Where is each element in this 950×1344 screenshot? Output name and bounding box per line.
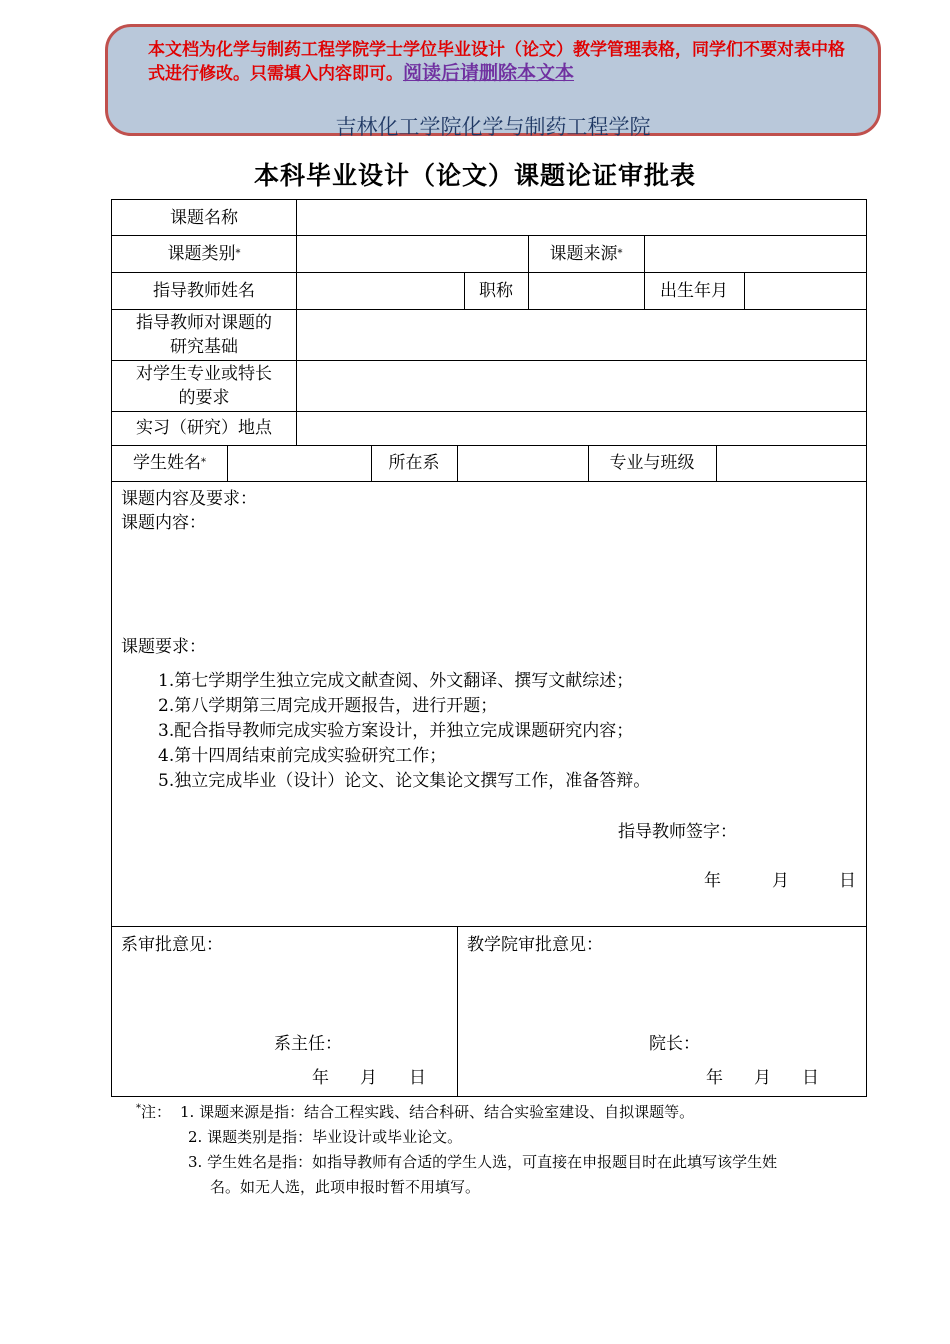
advisor-date-month: 月 (772, 871, 789, 891)
topic-type-label: 课题类别 * (167, 243, 241, 264)
advisor-title-field[interactable] (529, 273, 643, 308)
dept-date-day: 日 (409, 1068, 426, 1088)
advisor-signature-label: 指导教师签字： (618, 822, 737, 842)
instruction-banner (105, 24, 881, 139)
topic-name-label: 课题名称 (170, 207, 238, 228)
college-date-month: 月 (754, 1068, 771, 1088)
college-opinion-field[interactable] (467, 958, 857, 1018)
instruction-text: 本文档为化学与制药工程学院学士学位毕业设计（论文）教学管理表格，同学们不要对表中格式进行修改。只需填入内容即可。阅读后请删除本文本 (148, 40, 845, 84)
note-item: 1. 课题来源是指：结合工程实践、结合科研、结合实验室建设、自拟课题等。 (180, 1103, 695, 1121)
note-item: 2. 课题类别是指：毕业设计或毕业论文。 (188, 1128, 463, 1146)
college-opinion-label: 教学院审批意见： (467, 935, 603, 955)
note-prefix: *注： (136, 1103, 172, 1121)
department-label: 所在系 (388, 453, 440, 473)
content-heading: 课题内容及要求： (121, 489, 257, 509)
dept-opinion-field[interactable] (121, 958, 451, 1018)
dept-opinion-label: 系审批意见： (121, 935, 223, 955)
note-item-continuation: 名。如无人选，此项申报时暂不用填写。 (210, 1178, 481, 1196)
advisor-name-field[interactable] (297, 273, 463, 308)
advisor-title-label: 职称 (479, 280, 513, 301)
topic-source-field[interactable] (645, 236, 865, 271)
school-name: 吉林化工学院化学与制药工程学院 (335, 115, 651, 139)
topic-source-label: 课题来源 * (549, 243, 623, 264)
advisor-date-year: 年 (704, 871, 721, 891)
content-label: 课题内容： (121, 513, 206, 533)
requirements-label: 课题要求： (121, 637, 206, 657)
note-item: 3. 学生姓名是指：如指导教师有合适的学生人选，可直接在申报题目时在此填写该学生姓 (188, 1153, 778, 1171)
requirement-item: 4.第十四周结束前完成实验研究工作； (158, 746, 447, 766)
dean-label: 院长： (649, 1034, 700, 1054)
research-basis-field[interactable] (297, 310, 865, 359)
topic-type-field[interactable] (297, 236, 527, 271)
major-class-field[interactable] (717, 446, 865, 480)
dept-date-month: 月 (360, 1068, 377, 1088)
dept-date-year: 年 (312, 1068, 329, 1088)
content-field[interactable] (121, 534, 857, 624)
student-name-label: 学生姓名 * (133, 453, 206, 473)
advisor-name-label: 指导教师姓名 (153, 280, 255, 301)
birth-field[interactable] (745, 273, 865, 308)
college-date-year: 年 (706, 1068, 723, 1088)
student-requirement-label: 对学生专业或特长 的要求 (136, 363, 272, 408)
birth-label: 出生年月 (660, 280, 728, 301)
delete-notice-link[interactable]: 阅读后请删除本文本 (403, 62, 575, 84)
location-field[interactable] (297, 412, 865, 444)
location-label: 实习（研究）地点 (136, 418, 272, 438)
requirement-item: 5.独立完成毕业（设计）论文、论文集论文撰写工作，准备答辩。 (158, 771, 651, 791)
requirement-item: 1.第七学期学生独立完成文献查阅、外文翻译、撰写文献综述； (158, 671, 634, 691)
dept-head-label: 系主任： (274, 1034, 342, 1054)
department-field[interactable] (458, 446, 587, 480)
approval-form-table (111, 199, 867, 1097)
major-class-label: 专业与班级 (609, 453, 695, 473)
student-requirement-field[interactable] (297, 361, 865, 410)
advisor-date-day: 日 (839, 871, 856, 891)
college-date-day: 日 (802, 1068, 819, 1088)
requirement-item: 3.配合指导教师完成实验方案设计，并独立完成课题研究内容； (158, 721, 634, 741)
research-basis-label: 指导教师对课题的 研究基础 (136, 312, 272, 357)
topic-name-field[interactable] (297, 201, 865, 234)
student-name-field[interactable] (228, 446, 370, 480)
form-title: 本科毕业设计（论文）课题论证审批表 (253, 161, 696, 190)
requirement-item: 2.第八学期第三周完成开题报告，进行开题； (158, 696, 498, 716)
